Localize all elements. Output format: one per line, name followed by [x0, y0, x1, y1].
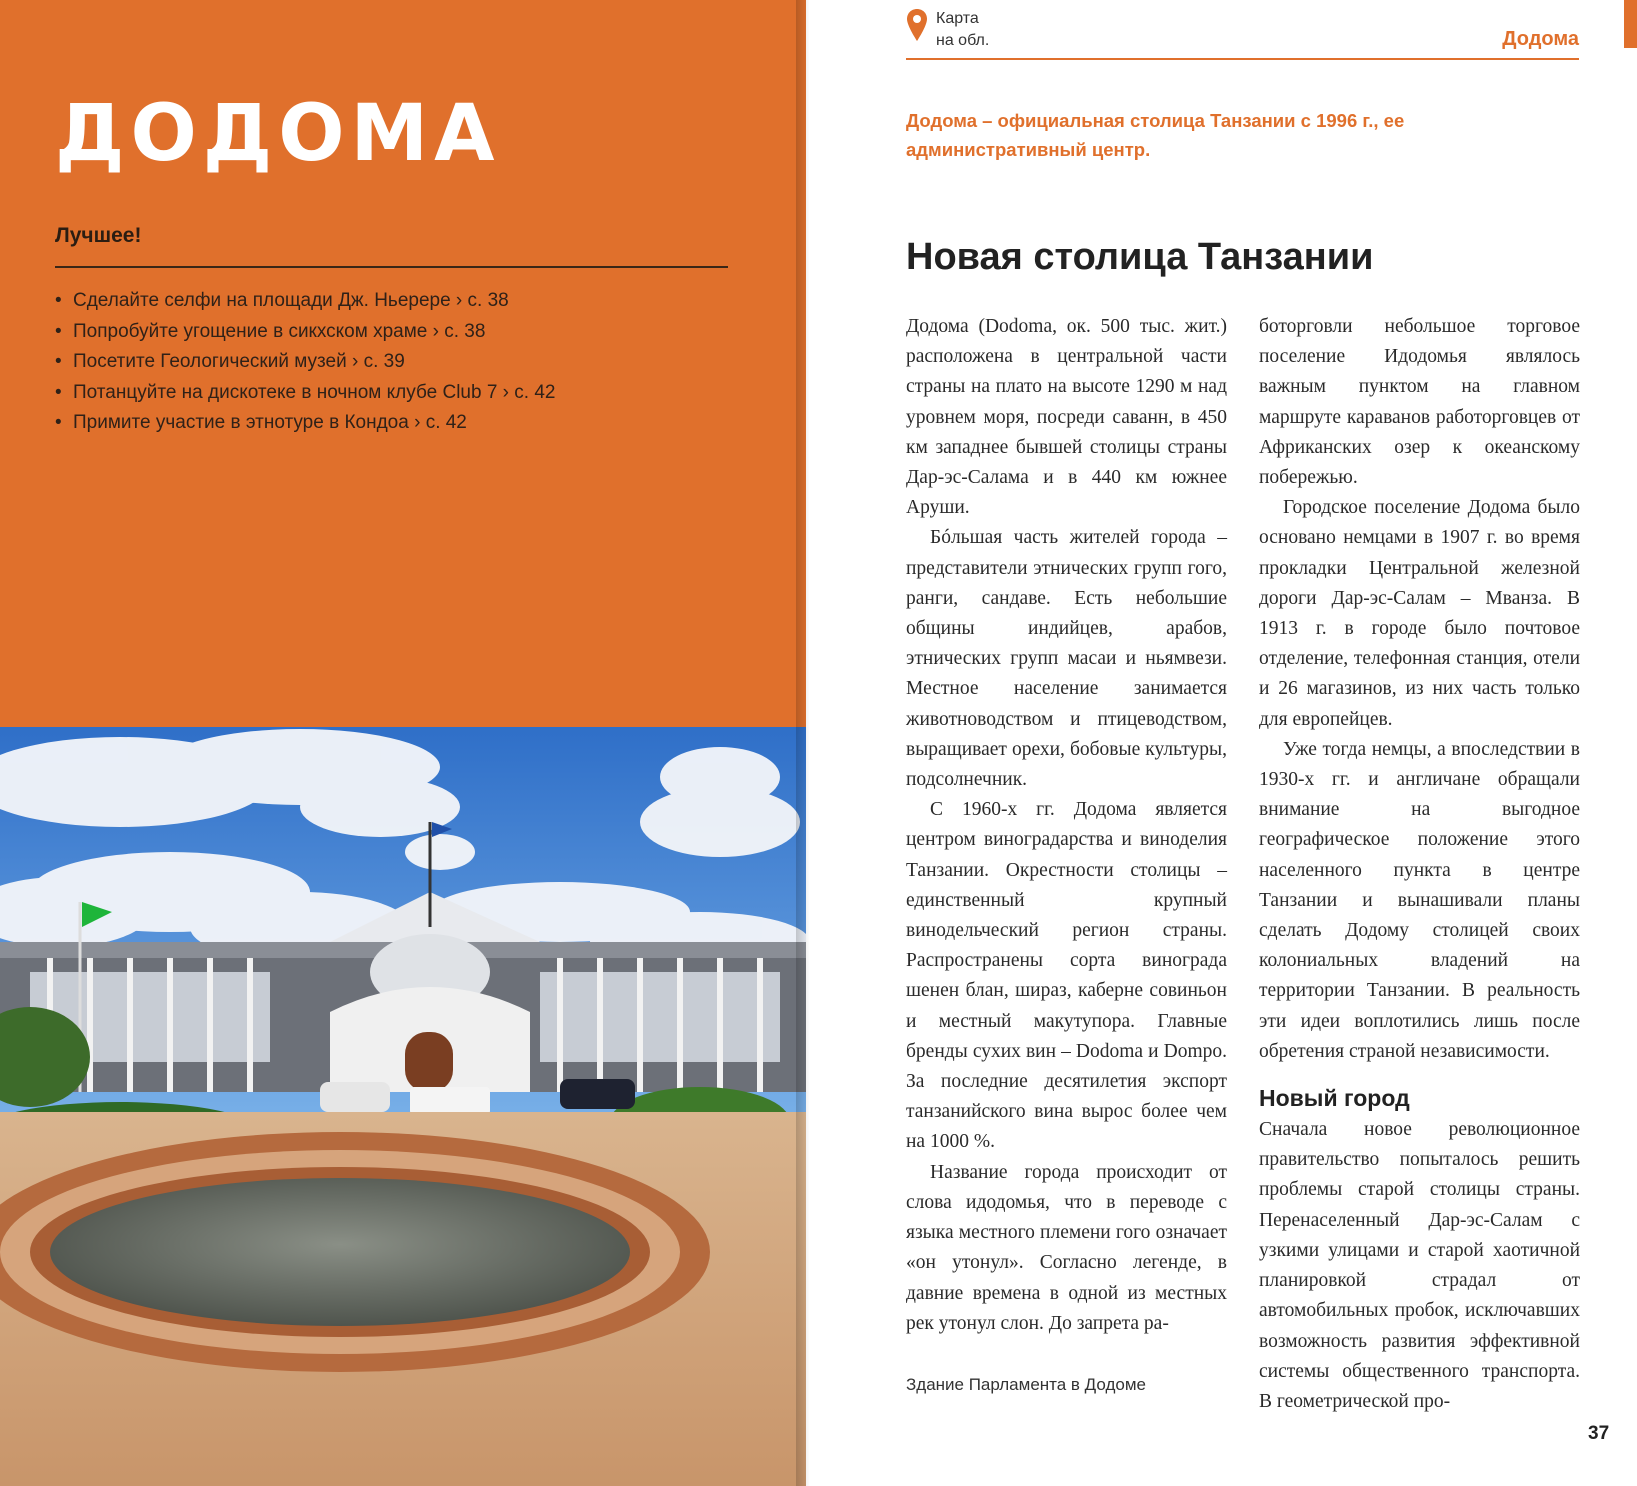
text-column-2 [1259, 312, 1580, 1417]
photo-caption: Здание Парламента в Додоме [906, 1375, 1146, 1394]
paragraph: Городское поселение Додома было основано немцами в 1907 г. во время прокладки Центральной железной дороги Дар-эс-Салам – Мванза. В 1913 г. в городе было почтовое отделение, телефонная станция, отели и 26 магазинов, из них часть только для европейцев. [1259, 497, 1580, 730]
list-item: • Сделайте селфи на площади Дж. Ньерере › с. 38 [55, 290, 509, 311]
left-page [0, 0, 806, 1486]
parliament-photo [0, 727, 806, 1486]
list-item: • Потанцуйте на дискотеке в ночном клубе Club 7 › с. 42 [55, 381, 556, 403]
page-gutter [796, 0, 810, 1486]
thumb-tab [1624, 0, 1637, 48]
subheading: Новый город [1259, 1085, 1410, 1112]
paragraph: Бóльшая часть жителей города – представители этнических групп гого, ранги, сандаве. Есть небольшие общины индийцев, арабов, этнических групп масаи и ньямвези. Местное население занимается животноводством и птицеводством, выращивает орехи, бобовые культуры, подсолнечник. [906, 527, 1227, 791]
paragraph: Уже тогда немцы, а впоследствии в 1930-х гг. и англичане обращали внимание на выгодное географическое положение этого населенного пункта в центре Танзании и вынашивали планы сделать Додому столицей своих колониальных владений на территории Танзании. В реальность эти идеи воплотились лишь после обретения страной независимости. [1259, 738, 1580, 1062]
best-list [55, 286, 555, 439]
paragraph: С 1960-х гг. Додома является центром виноградарства и виноделия Танзании. Окрестности столицы – единственный крупный винодельческий регион страны. Распространены сорта винограда шенен блан, шираз, каберне совиньон и местный макутупора. Главные бренды сухих вин – Dodoma и Dompo. За последние десятилетия экспорт танзанийского вина вырос более чем на 1000 %. [906, 799, 1227, 1153]
chapter-opener [0, 0, 806, 727]
running-head: Додома [1502, 28, 1579, 50]
chapter-title: ДОДОМА [55, 89, 501, 179]
best-label: Лучшее! [55, 224, 142, 247]
map-reference: Карта на обл. [936, 10, 990, 49]
text-column-1 [906, 312, 1227, 1339]
paragraph: Название города происходит от слова идодомья, что в переводе с языка местного племени гого означает «он утонул». Согласно легенде, в давние времена в одной из местных рек утонул слон. До запрета ра- [906, 1161, 1227, 1334]
divider [55, 266, 728, 268]
paragraph: Сначала новое революционное правительство попыталось решить проблемы старой столицы страны. Перенаселенный Дар-эс-Салам с узкими улицами и старой хаотичной планировкой страдал от автомобильных пробок, исключавших возможность развития эффективной системы общественного транспорта. В геометрической про- [1259, 1119, 1580, 1412]
paragraph: Додома (Dodoma, ок. 500 тыс. жит.) расположена в центральной части страны на плато на высоте 1290 м над уровнем моря, посреди саванн, в 450 км западнее бывшей столицы страны Дар-эс-Салама и в 440 км южнее Аруши. [906, 316, 1227, 519]
header-divider [906, 58, 1579, 60]
map-pin-icon [906, 8, 928, 42]
section-title: Новая столица Танзании [906, 236, 1374, 278]
page-number: 37 [1588, 1423, 1610, 1444]
lead-paragraph: Додома – официальная столица Танзании с 1996 г., ее административный центр. [906, 110, 1405, 160]
list-item: • Посетите Геологический музей › с. 39 [55, 351, 405, 372]
list-item: • Попробуйте угощение в сикхском храме › с. 38 [55, 320, 486, 342]
paragraph: боторговли небольшое торговое поселение Идодомья являлось важным пунктом на главном маршруте караванов работорговцев от Африканских озер к океанскому побережью. [1259, 316, 1580, 489]
list-item: • Примите участие в этнотуре в Кондоа › с. 42 [55, 412, 467, 433]
